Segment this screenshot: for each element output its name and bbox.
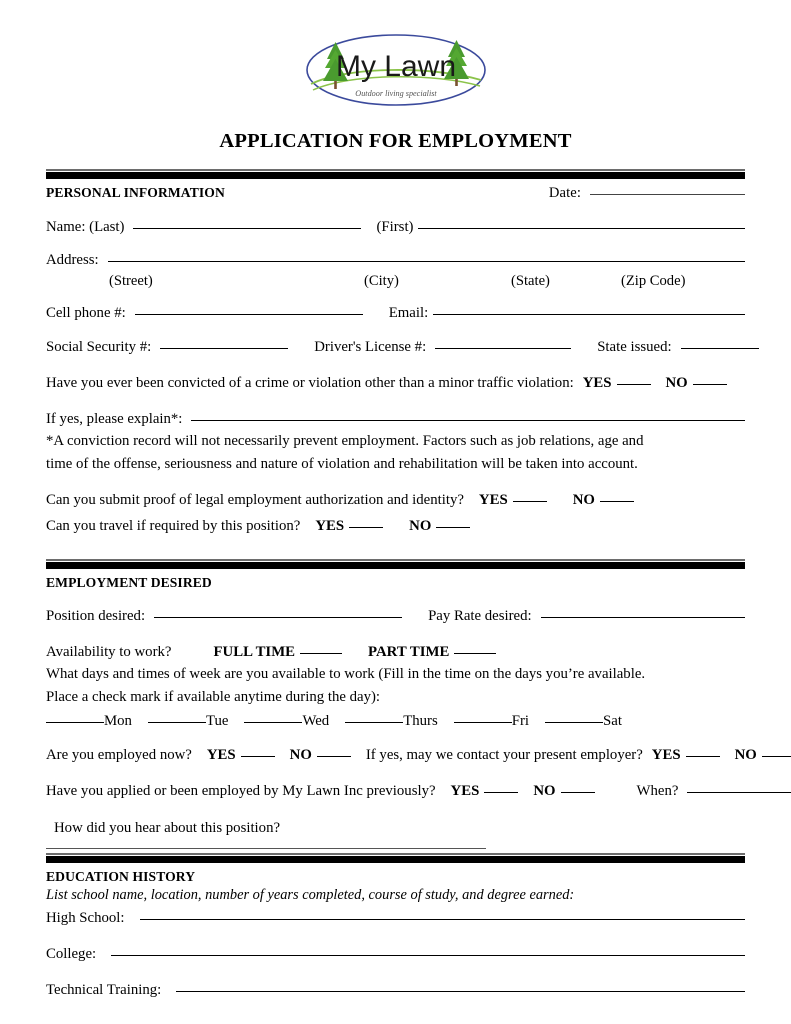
high-school-row [46, 907, 745, 929]
conviction-question-label: Have you ever been convicted of a crime or violation other than a minor traffic violation: [46, 374, 574, 391]
name-row [46, 216, 745, 238]
explain-label: If yes, please explain*: [46, 410, 183, 427]
how-hear-row [46, 817, 745, 839]
day-fri[interactable] [454, 713, 529, 730]
address-city-label: (City) [364, 273, 399, 290]
conviction-yes-blank[interactable] [617, 384, 651, 385]
day-tue-label: Tue [205, 713, 229, 730]
pay-rate-label: Pay Rate desired: [428, 607, 532, 624]
employment-desired-header [46, 575, 745, 591]
when-label: When? [636, 783, 679, 800]
conviction-no-label: NO [665, 374, 688, 391]
company-logo [46, 0, 745, 114]
drivers-license-label: Driver's License #: [314, 338, 427, 355]
travel-yes-blank[interactable] [349, 527, 383, 528]
pay-rate-input-rule[interactable] [541, 617, 745, 618]
day-tue[interactable] [148, 713, 228, 730]
day-sat-label: Sat [603, 713, 622, 730]
date-input-rule[interactable] [590, 194, 745, 195]
travel-no-label: NO [409, 517, 432, 534]
full-time-blank[interactable] [300, 653, 342, 654]
contact-employer-yes-blank[interactable] [686, 756, 720, 757]
conviction-note-line-1: *A conviction record will not necessarily prevent employment. Factors such as job relations, age and [46, 433, 644, 450]
proof-question-row [46, 489, 745, 511]
college-label: College: [46, 946, 97, 962]
address-sublabels [46, 273, 745, 295]
applied-previously-yes-blank[interactable] [484, 792, 518, 793]
cell-phone-input-rule[interactable] [135, 314, 363, 315]
conviction-note-line-2: time of the offense, seriousness and nature of violation and rehabilitation will be taken into account. [46, 455, 638, 472]
proof-yes-blank[interactable] [513, 501, 547, 502]
logo-brand-text: My Lawn [335, 50, 456, 83]
education-instruction: List school name, location, number of years completed, course of study, and degree earned: [46, 886, 575, 903]
education-history-divider [46, 853, 745, 864]
personal-information-divider [46, 169, 745, 180]
day-tue-blank[interactable] [148, 722, 206, 723]
technical-training-label: Technical Training: [46, 982, 162, 999]
my-lawn-logo-graphic [303, 26, 489, 114]
cell-phone-label: Cell phone #: [46, 305, 126, 322]
full-time-label: FULL TIME [213, 643, 296, 660]
technical-training-input-rule[interactable] [176, 991, 745, 992]
day-mon-blank[interactable] [46, 722, 104, 723]
first-name-label: (First) [376, 219, 414, 235]
applied-previously-no-blank[interactable] [561, 792, 595, 793]
conviction-no-blank[interactable] [693, 384, 727, 385]
employed-now-no-blank[interactable] [317, 756, 351, 757]
address-label: Address: [46, 252, 99, 269]
day-sat-blank[interactable] [545, 722, 603, 723]
section-title-education: EDUCATION HISTORY [46, 868, 196, 884]
contact-employer-yes-label: YES [651, 747, 681, 764]
day-wed[interactable] [244, 713, 329, 730]
address-state-label: (State) [511, 273, 550, 290]
how-hear-input-rule[interactable] [46, 848, 486, 849]
high-school-label: High School: [46, 909, 125, 926]
explain-input-rule[interactable] [191, 420, 745, 421]
email-input-rule[interactable] [433, 314, 745, 315]
days-question-line-1: What days and times of week are you available to work (Fill in the time on the days you’re available. [46, 666, 646, 683]
college-row [46, 943, 745, 965]
proof-yes-label: YES [478, 492, 508, 509]
proof-no-blank[interactable] [600, 501, 634, 502]
position-desired-input-rule[interactable] [154, 617, 402, 618]
employed-now-no-label: NO [289, 747, 312, 764]
applied-previously-yes-label: YES [450, 783, 480, 800]
availability-label: Availability to work? [46, 643, 172, 660]
date-label: Date: [548, 185, 581, 201]
employed-now-yes-blank[interactable] [241, 756, 275, 757]
employed-now-yes-label: YES [206, 747, 236, 764]
college-input-rule[interactable] [111, 955, 745, 956]
travel-question-label: Can you travel if required by this position? [46, 517, 301, 534]
day-mon-label: Mon [104, 713, 132, 730]
how-hear-label: How did you hear about this position? [54, 819, 281, 836]
day-wed-blank[interactable] [244, 722, 302, 723]
name-last-label: Name: (Last) [46, 219, 125, 235]
education-history-header [46, 869, 745, 885]
days-availability-row [46, 713, 745, 730]
day-thurs-label: Thurs [403, 713, 438, 730]
travel-question-row [46, 515, 745, 537]
applied-previously-label: Have you applied or been employed by My Lawn Inc previously? [46, 783, 436, 800]
state-issued-input-rule[interactable] [681, 348, 759, 349]
day-sat[interactable] [545, 713, 622, 730]
ssn-label: Social Security #: [46, 338, 152, 355]
proof-question-label: Can you submit proof of legal employment authorization and identity? [46, 492, 464, 509]
logo-tagline-text: Outdoor living specialist [354, 89, 437, 98]
address-street-label: (Street) [109, 273, 153, 290]
employed-now-row [46, 744, 757, 766]
proof-no-label: NO [572, 492, 595, 509]
availability-row [46, 641, 745, 663]
applied-previously-row [46, 780, 745, 802]
travel-yes-label: YES [315, 517, 345, 534]
when-input-rule[interactable] [687, 792, 791, 793]
address-row [46, 249, 745, 271]
high-school-input-rule[interactable] [140, 919, 745, 920]
conviction-yes-label: YES [582, 374, 612, 391]
section-title-employment: EMPLOYMENT DESIRED [46, 574, 212, 590]
email-label: Email: [388, 305, 429, 322]
day-mon[interactable] [46, 713, 132, 730]
part-time-label: PART TIME [368, 643, 450, 660]
ssn-input-rule[interactable] [160, 348, 288, 349]
first-name-input-rule[interactable] [418, 228, 745, 229]
day-thurs[interactable] [345, 713, 438, 730]
days-question-line-2: Place a check mark if available anytime during the day): [46, 688, 381, 705]
part-time-blank[interactable] [454, 653, 496, 654]
position-pay-row [46, 605, 745, 627]
how-hear-answer-line-wrap [46, 839, 745, 853]
explain-row [46, 408, 745, 430]
last-name-input-rule[interactable] [133, 228, 361, 229]
personal-information-header [46, 185, 745, 202]
technical-training-row [46, 979, 745, 1001]
employment-desired-divider [46, 559, 745, 570]
drivers-license-input-rule[interactable] [435, 348, 571, 349]
address-input-rule[interactable] [108, 261, 745, 262]
contact-employer-no-label: NO [734, 747, 757, 764]
day-wed-label: Wed [302, 713, 330, 730]
ssn-license-row [46, 336, 745, 358]
contact-employer-no-blank[interactable] [762, 756, 791, 757]
applied-previously-no-label: NO [533, 783, 556, 800]
employed-now-label: Are you employed now? [46, 747, 192, 764]
day-fri-label: Fri [511, 713, 530, 730]
position-desired-label: Position desired: [46, 607, 146, 624]
conviction-question-row [46, 372, 745, 394]
day-fri-blank[interactable] [454, 722, 512, 723]
travel-no-blank[interactable] [436, 527, 470, 528]
day-thurs-blank[interactable] [345, 722, 403, 723]
address-zipcode-label: (Zip Code) [621, 273, 686, 290]
page-title: APPLICATION FOR EMPLOYMENT [219, 130, 572, 152]
cell-email-row [46, 302, 745, 324]
section-title-personal: PERSONAL INFORMATION [46, 185, 225, 200]
contact-employer-label: If yes, may we contact your present employer? [365, 747, 643, 764]
state-issued-label: State issued: [597, 338, 672, 355]
